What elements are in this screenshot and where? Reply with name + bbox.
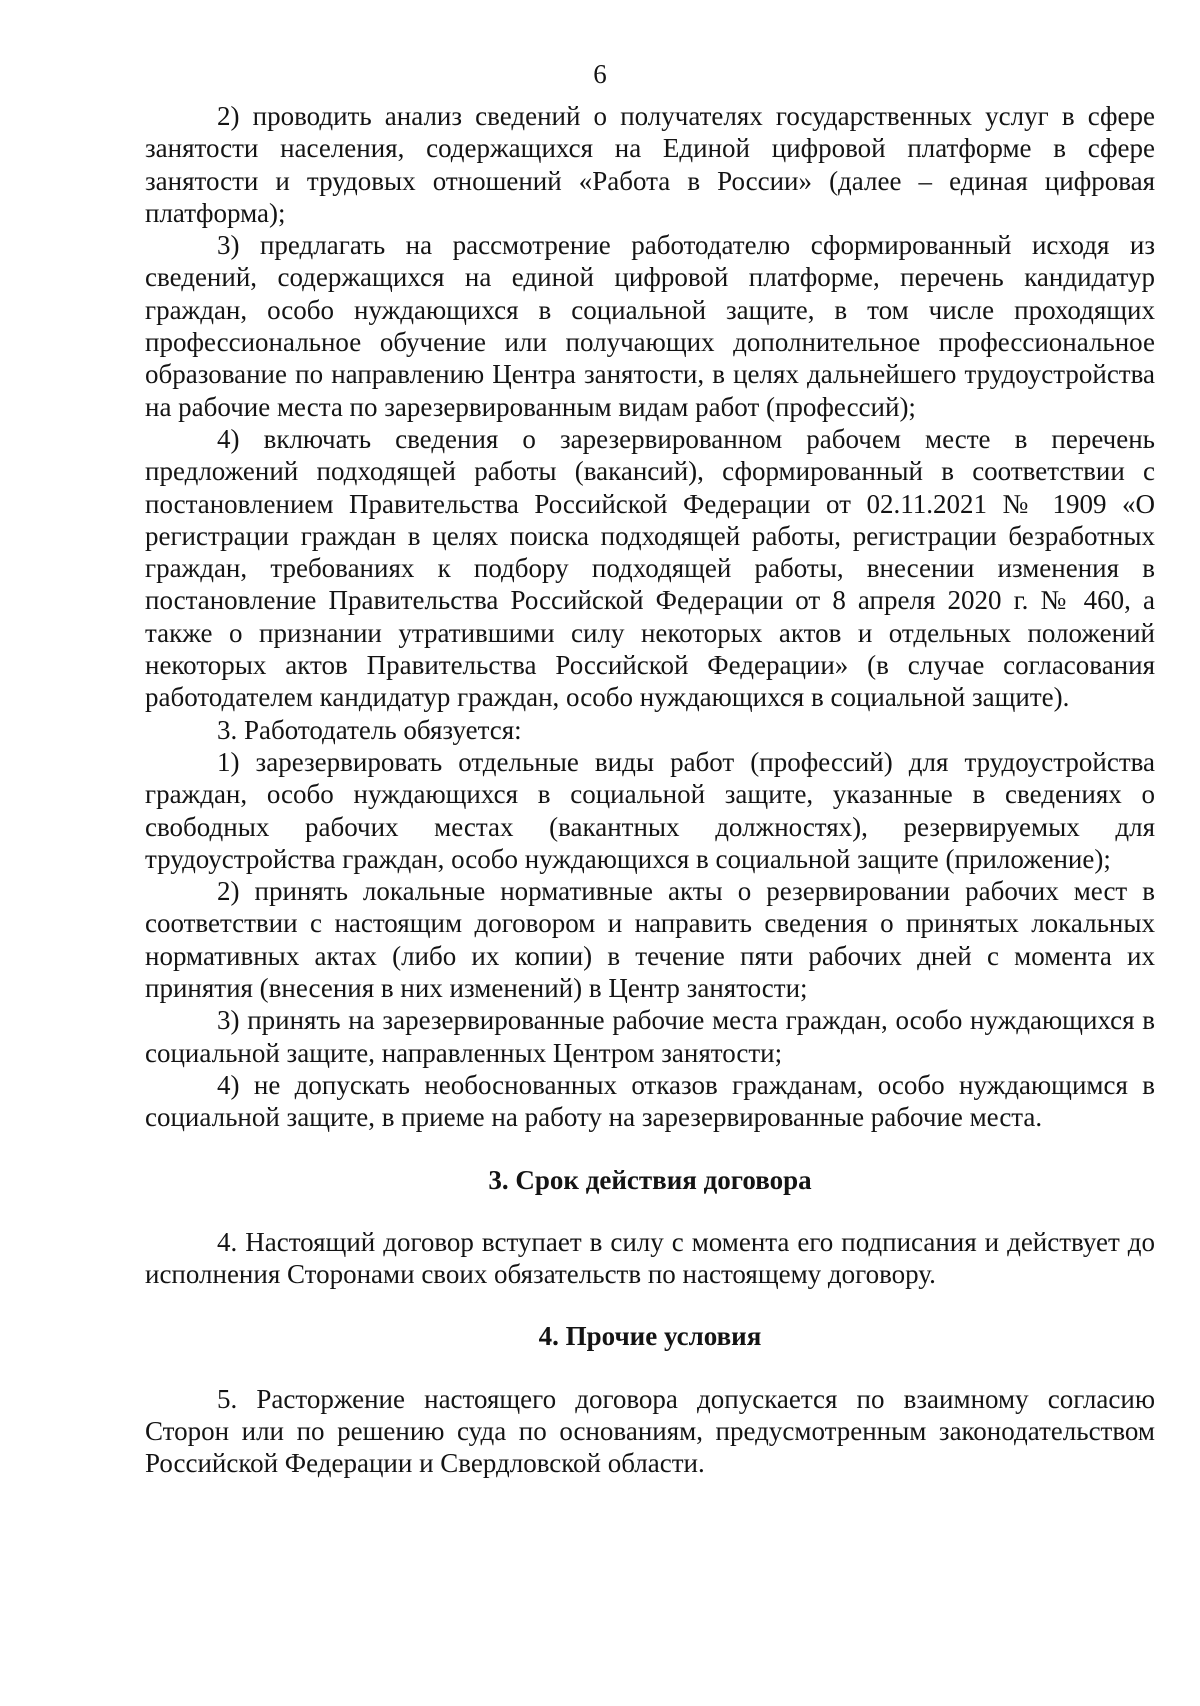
section-heading-other-conditions: 4. Прочие условия [538, 1321, 762, 1352]
paragraph-item-2: 2) проводить анализ сведений о получателях государственных услуг в сфере занятости населения, содержащихся на Единой цифровой платформе в сфере занятости и трудовых отношений «Работа в России» (далее – единая цифровая платформа); [145, 101, 1155, 228]
term-paragraph: 4. Настоящий договор вступает в силу с момента его подписания и действует до исполнения Сторонами своих обязательств по настоящему договору. [145, 1226, 1155, 1290]
employer-item-3: 3) принять на зарезервированные рабочие места граждан, особо нуждающихся в социальной защите, направленных Центром занятости; [145, 1005, 1155, 1068]
employer-item-1: 1) зарезервировать отдельные виды работ (профессий) для трудоустройства граждан, особо нуждающихся в социальной защите, указанные в сведениях о свободных рабочих местах (вакантных должностях), резервируемых для трудоустройства граждан, особо нуждающихся в социальной защите (приложение); [145, 746, 1155, 874]
section-heading-term: 3. Срок действия договора [488, 1164, 812, 1195]
employer-item-4: 4) не допускать необоснованных отказов гражданам, особо нуждающимся в социальной защите, в приеме на работу на зарезервированные рабочие места. [145, 1069, 1155, 1133]
paragraph-item-4: 4) включать сведения о зарезервированном рабочем месте в перечень предложений подходящей работы (вакансий), сформированный в соответствии с постановлением Правительства Российской Федерации от 02.11.2021 № 1909 «О регистрации граждан в целях поиска подходящей работы, регистрации безработных граждан, требованиях к подбору подходящей работы, внесении изменения в постановление Правительства Российской Федерации от 8 апреля 2020 г. № 460, а также о признании утратившими силу некоторых актов и отдельных положений некоторых актов Правительства Российской Федерации» (в случае согласования работодателем кандидатур граждан, особо нуждающихся в социальной защите). [145, 423, 1155, 713]
document-body [145, 100, 1155, 1480]
paragraph-item-3: 3) предлагать на рассмотрение работодателю сформированный исходя из сведений, содержащихся на единой цифровой платформе, перечень кандидатур граждан, особо нуждающихся в социальной защите, в том числе проходящих профессиональное обучение или получающих дополнительное профессиональное образование по направлению Центра занятости, в целях дальнейшего трудоустройства на рабочие места по зарезервированным видам работ (профессий); [145, 230, 1155, 422]
employer-obligations-intro: 3. Работодатель обязуется: [217, 714, 522, 745]
employer-item-2: 2) принять локальные нормативные акты о резервировании рабочих мест в соответствии с настоящим договором и направить сведения о принятых локальных нормативных актах (либо их копии) в течение пяти рабочих дней с момента их принятия (внесения в них изменений) в Центр занятости; [145, 876, 1155, 1004]
termination-paragraph: 5. Расторжение настоящего договора допускается по взаимному согласию Сторон или по решению суда по основаниям, предусмотренным законодательством Российской Федерации и Свердловской области. [145, 1383, 1155, 1479]
page-number: 6 [593, 59, 607, 89]
